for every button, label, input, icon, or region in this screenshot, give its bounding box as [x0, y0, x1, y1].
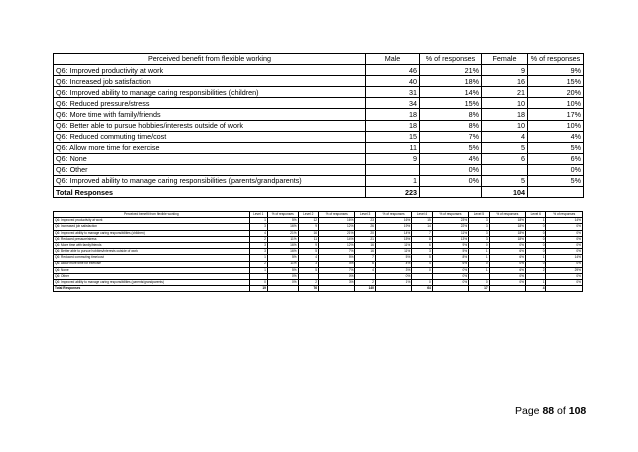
value-cell: 3 [249, 242, 267, 248]
row-label-cell: Q6: Improved ability to manage caring responsibilities (children) [54, 230, 250, 236]
value-cell: 10% [528, 120, 584, 131]
value-cell: 11% [375, 242, 411, 248]
value-cell: 1 [469, 267, 489, 273]
value-cell: 11 [366, 142, 420, 153]
value-cell: 17% [528, 109, 584, 120]
row-label-cell: Q6: Reduced pressure/stress [54, 236, 250, 242]
column-header: % of responses [432, 212, 468, 218]
value-cell: 16 [482, 76, 528, 87]
page-of-label: of [554, 405, 569, 417]
value-cell: 5% [375, 255, 411, 261]
value-cell: 7% [319, 249, 355, 255]
value-cell: 8% [432, 255, 468, 261]
value-cell: 4% [528, 131, 584, 142]
column-header-label: Perceived benefit from flexible working [54, 212, 250, 218]
value-cell: 11% [432, 230, 468, 236]
row-label-cell: Q6: Improved ability to manage caring responsibilities (parents/grandparents) [54, 176, 366, 187]
value-cell: 0 [526, 261, 546, 267]
value-cell: 10% [528, 98, 584, 109]
value-cell: 0 [526, 236, 546, 242]
value-cell: 10 [482, 98, 528, 109]
value-cell: 18% [489, 236, 525, 242]
row-label-cell: Q6: More time with family/friends [54, 242, 250, 248]
value-cell: 20% [528, 87, 584, 98]
column-header-label: Perceived benefit from flexible working [54, 54, 366, 65]
value-cell: 4% [420, 153, 482, 164]
value-cell: 15 [366, 131, 420, 142]
value-cell: 0% [546, 280, 583, 286]
value-cell: 5 [482, 176, 528, 187]
row-label-cell: Q6: More time with family/friends [54, 109, 366, 120]
row-label-cell: Total Responses [54, 286, 250, 292]
value-cell: 104 [482, 187, 528, 198]
row-label-cell: Q6: Allow more time for exercise [54, 261, 250, 267]
value-cell: 6 [412, 242, 432, 248]
value-cell: 6% [489, 249, 525, 255]
value-cell: 11% [375, 249, 411, 255]
value-cell: 3 [469, 230, 489, 236]
value-cell: 29% [546, 267, 583, 273]
value-cell: 6% [489, 255, 525, 261]
value-cell: 18 [366, 109, 420, 120]
value-cell: 15% [528, 76, 584, 87]
value-cell: 0% [546, 230, 583, 236]
value-cell: 0% [432, 273, 468, 279]
row-label-cell: Q6: Other [54, 273, 250, 279]
value-cell: 3 [412, 249, 432, 255]
value-cell: 64 [412, 286, 432, 292]
value-cell: 1 [249, 267, 267, 273]
value-cell: 18% [489, 224, 525, 230]
value-cell: 3 [469, 224, 489, 230]
column-header: Level 6 [526, 212, 546, 218]
value-cell: 6% [528, 153, 584, 164]
value-cell: 7% [420, 131, 482, 142]
value-cell: 19% [375, 224, 411, 230]
value-cell: 0 [469, 261, 489, 267]
table-row [54, 120, 584, 131]
value-cell: 0% [319, 273, 355, 279]
value-cell: 18% [489, 230, 525, 236]
value-cell: 0% [489, 280, 525, 286]
value-cell: 4 [412, 261, 432, 267]
row-label-cell: Q6: Reduced commuting time/cost [54, 131, 366, 142]
value-cell: 3 [469, 218, 489, 224]
value-cell: 7% [319, 267, 355, 273]
value-cell: 14% [546, 218, 583, 224]
value-cell: 9 [366, 153, 420, 164]
value-cell: 22% [432, 224, 468, 230]
value-cell: 0% [267, 280, 298, 286]
value-cell: 7 [412, 230, 432, 236]
row-label-cell: Q6: Reduced pressure/stress [54, 98, 366, 109]
value-cell: 5% [319, 255, 355, 261]
value-cell: 5% [420, 142, 482, 153]
value-cell: 1 [526, 280, 546, 286]
value-cell: 18 [482, 109, 528, 120]
row-label-cell: Q6: Better able to pursue hobbies/interests outside of work [54, 249, 250, 255]
value-cell: 1 [366, 176, 420, 187]
column-header: % of responses [546, 212, 583, 218]
value-cell: 16 [355, 242, 375, 248]
row-label-cell: Q6: Improved productivity at work [54, 218, 250, 224]
page-number: 88 [542, 405, 555, 417]
value-cell: 0% [546, 261, 583, 267]
value-cell: 9% [432, 242, 468, 248]
value-cell: 12% [319, 242, 355, 248]
value-cell: 0 [526, 230, 546, 236]
value-cell: 0 [412, 280, 432, 286]
value-cell: 1 [469, 255, 489, 261]
value-cell: 1% [375, 280, 411, 286]
value-cell: 14% [375, 230, 411, 236]
value-cell: 3% [319, 280, 355, 286]
value-cell: 21% [319, 230, 355, 236]
value-cell [366, 164, 420, 175]
table-row [54, 87, 584, 98]
value-cell: 2 [249, 261, 267, 267]
value-cell: 18% [420, 76, 482, 87]
value-cell: 11% [267, 261, 298, 267]
value-cell: 5% [432, 249, 468, 255]
value-cell: 31 [366, 87, 420, 98]
column-header: Level 1 [249, 212, 267, 218]
table-row [54, 76, 584, 87]
value-cell: 16% [319, 218, 355, 224]
column-header: Level 2 [298, 212, 318, 218]
value-cell: 26 [355, 224, 375, 230]
value-cell: 4% [319, 261, 355, 267]
value-cell: 14% [420, 87, 482, 98]
value-cell: 12% [319, 224, 355, 230]
value-cell: 8% [420, 120, 482, 131]
value-cell: 46 [366, 65, 420, 76]
value-cell: 16% [267, 242, 298, 248]
benefit-by-gender-table [53, 53, 584, 198]
value-cell: 0% [375, 273, 411, 279]
value-cell: 17 [469, 286, 489, 292]
table-row [54, 65, 584, 76]
row-label-cell: Q6: Improved ability to manage caring responsibilities (parents/grandparents) [54, 280, 250, 286]
table-row [54, 176, 584, 187]
value-cell: 0% [432, 267, 468, 273]
value-cell: 6 [355, 261, 375, 267]
value-cell: 21 [482, 87, 528, 98]
value-cell: 0% [489, 261, 525, 267]
value-cell [432, 286, 468, 292]
column-header: % of responses [319, 212, 355, 218]
value-cell: 0 [412, 267, 432, 273]
value-cell: 6% [432, 261, 468, 267]
value-cell: 6 [482, 153, 528, 164]
value-cell: 21% [267, 230, 298, 236]
value-cell: 1 [526, 218, 546, 224]
column-header: Level 4 [412, 212, 432, 218]
total-row [54, 286, 583, 292]
row-label-cell: Q6: Other [54, 164, 366, 175]
row-label-cell: Total Responses [54, 187, 366, 198]
value-cell: 11% [267, 236, 298, 242]
column-header: % of responses [420, 54, 482, 65]
value-cell: 5 [298, 267, 318, 273]
value-cell: 5 [298, 249, 318, 255]
value-cell: 0% [489, 242, 525, 248]
value-cell: 14 [412, 224, 432, 230]
table-row [54, 98, 584, 109]
column-header: Level 3 [355, 212, 375, 218]
page-label: Page [515, 405, 543, 417]
value-cell: 223 [366, 187, 420, 198]
table-row [54, 164, 584, 175]
row-label-cell: Q6: Reduced commuting time/cost [54, 255, 250, 261]
value-cell: 13% [432, 236, 468, 242]
value-cell: 3 [469, 236, 489, 242]
value-cell: 3 [298, 261, 318, 267]
value-cell [489, 286, 525, 292]
column-header: Female [482, 54, 528, 65]
value-cell: 0% [546, 249, 583, 255]
column-header: Level 5 [469, 212, 489, 218]
value-cell: 5% [267, 267, 298, 273]
table-header-row [54, 54, 584, 65]
table-row [54, 109, 584, 120]
value-cell: 2 [249, 236, 267, 242]
value-cell: 4 [355, 267, 375, 273]
value-cell: 23% [432, 218, 468, 224]
column-header: % of responses [528, 54, 584, 65]
value-cell [482, 164, 528, 175]
value-cell [319, 286, 355, 292]
row-label-cell: Q6: None [54, 153, 366, 164]
value-cell: 0% [546, 242, 583, 248]
value-cell [546, 286, 583, 292]
value-cell: 76 [298, 286, 318, 292]
value-cell: 5 [412, 255, 432, 261]
value-cell: 4% [375, 261, 411, 267]
value-cell: 0 [469, 280, 489, 286]
value-cell: 34 [366, 98, 420, 109]
row-label-cell: Q6: Increased job satisfaction [54, 76, 366, 87]
column-header: % of responses [489, 212, 525, 218]
value-cell: 1 [249, 255, 267, 261]
value-cell [375, 286, 411, 292]
value-cell: 16% [267, 224, 298, 230]
value-cell: 18 [366, 120, 420, 131]
row-label-cell: Q6: Allow more time for exercise [54, 142, 366, 153]
value-cell: 5% [528, 176, 584, 187]
row-label-cell: Q6: None [54, 267, 250, 273]
table-row [54, 153, 584, 164]
value-cell: 14% [319, 236, 355, 242]
value-cell: 4 [298, 255, 318, 261]
value-cell: 0% [420, 164, 482, 175]
value-cell: 3 [249, 249, 267, 255]
value-cell: 0% [546, 273, 583, 279]
table-row [54, 131, 584, 142]
value-cell: 16% [375, 218, 411, 224]
value-cell: 5% [267, 255, 298, 261]
value-cell: 0% [546, 236, 583, 242]
value-cell: 0% [432, 280, 468, 286]
value-cell: 16 [355, 249, 375, 255]
value-cell: 21% [420, 65, 482, 76]
value-cell: 10 [482, 120, 528, 131]
value-cell: 0% [546, 224, 583, 230]
value-cell: 14% [546, 255, 583, 261]
value-cell: 15 [412, 218, 432, 224]
column-header: Male [366, 54, 420, 65]
value-cell: 4 [526, 286, 546, 292]
value-cell: 9 [298, 224, 318, 230]
value-cell: 5% [528, 142, 584, 153]
value-cell: 2 [526, 267, 546, 273]
value-cell: 11 [298, 236, 318, 242]
value-cell: 5 [482, 142, 528, 153]
value-cell: 15% [375, 236, 411, 242]
value-cell: 9 [298, 242, 318, 248]
value-cell: 0 [526, 242, 546, 248]
value-cell: 9% [528, 65, 584, 76]
value-cell: 16 [298, 230, 318, 236]
row-label-cell: Q6: Improved productivity at work [54, 65, 366, 76]
value-cell [528, 187, 584, 198]
value-cell: 3 [249, 224, 267, 230]
value-cell: 0% [489, 273, 525, 279]
row-label-cell: Q6: Increased job satisfaction [54, 224, 250, 230]
value-cell: 6% [489, 267, 525, 273]
value-cell [267, 286, 298, 292]
column-header: % of responses [267, 212, 298, 218]
value-cell: 23 [355, 218, 375, 224]
value-cell: 16% [267, 249, 298, 255]
table-row [54, 142, 584, 153]
value-cell: 4 [482, 131, 528, 142]
value-cell: 12 [298, 218, 318, 224]
value-cell: 0% [420, 176, 482, 187]
value-cell: 21 [355, 236, 375, 242]
row-label-cell: Q6: Better able to pursue hobbies/interests outside of work [54, 120, 366, 131]
value-cell: 20 [355, 230, 375, 236]
value-cell: 8% [420, 109, 482, 120]
value-cell: 1 [469, 249, 489, 255]
value-cell: 18% [489, 218, 525, 224]
value-cell: 1 [249, 218, 267, 224]
value-cell [420, 187, 482, 198]
value-cell: 0 [526, 249, 546, 255]
value-cell: 0% [267, 273, 298, 279]
value-cell: 140 [355, 286, 375, 292]
value-cell: 0 [469, 242, 489, 248]
value-cell: 19 [249, 286, 267, 292]
value-cell: 5% [267, 218, 298, 224]
value-cell: 0 [526, 224, 546, 230]
value-cell: 8 [412, 236, 432, 242]
column-header: % of responses [375, 212, 411, 218]
page-footer [515, 405, 586, 417]
page-total: 108 [568, 405, 587, 417]
value-cell: 1 [526, 255, 546, 261]
value-cell: 0% [528, 164, 584, 175]
row-label-cell: Q6: Improved ability to manage caring responsibilities (children) [54, 87, 366, 98]
value-cell: 40 [366, 76, 420, 87]
value-cell: 7 [355, 255, 375, 261]
value-cell: 2 [355, 280, 375, 286]
value-cell: 3% [375, 267, 411, 273]
value-cell: 0 [249, 280, 267, 286]
value-cell: 4 [249, 230, 267, 236]
value-cell: 9 [482, 65, 528, 76]
value-cell: 2 [298, 280, 318, 286]
total-row [54, 187, 584, 198]
value-cell: 15% [420, 98, 482, 109]
benefit-by-level-table [53, 211, 583, 292]
